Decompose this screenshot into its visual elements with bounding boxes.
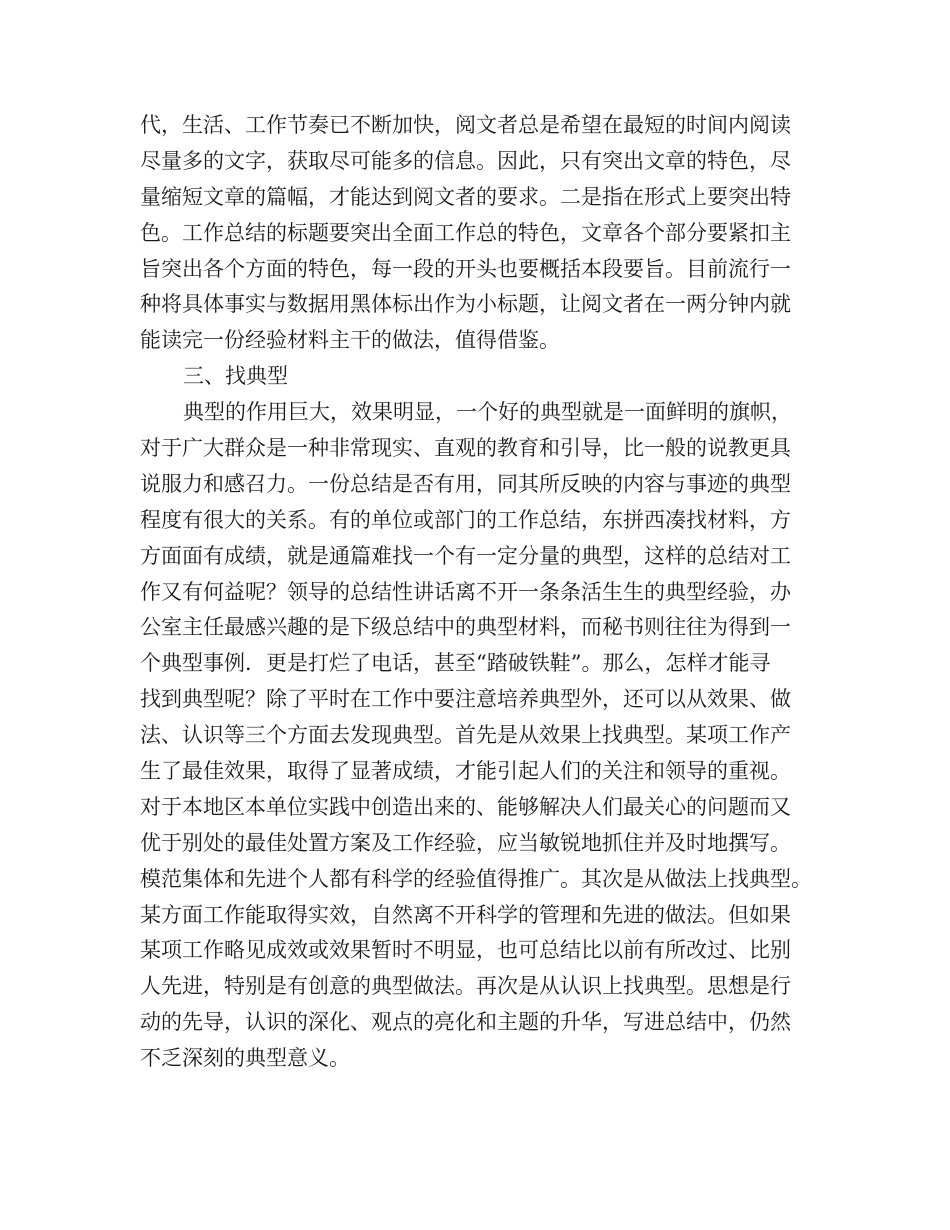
paragraph-first-line: 三、找典型 xyxy=(183,364,288,389)
text-line: 色。工作总结的标题要突出全面工作总的特色，文章各个部分要紧扣主 xyxy=(140,220,791,245)
text-line: 对于广大群众是一种非常现实、直观的教育和引导，比一般的说教更具 xyxy=(140,436,791,461)
text-line: 优于别处的最佳处置方案及工作经验，应当敏锐地抓住并及时地撰写。 xyxy=(140,830,791,855)
text-line: 尽量多的文字，获取尽可能多的信息。因此，只有突出文章的特色，尽 xyxy=(140,148,791,173)
text-line: 动的先导，认识的深化、观点的亮化和主题的升华，写进总结中，仍然 xyxy=(140,1010,791,1035)
text-line: 生了最佳效果，取得了显著成绩，才能引起人们的关注和领导的重视。 xyxy=(140,759,791,784)
text-line: 个典型事例．更是打烂了电话，甚至“踏破铁鞋”。那么，怎样才能寻 xyxy=(140,651,771,676)
text-line: 模范集体和先进个人都有科学的经验值得推广。其次是从做法上找典型。 xyxy=(140,866,812,891)
text-line: 旨突出各个方面的特色，每一段的开头也要概括本段要旨。目前流行一 xyxy=(140,256,791,281)
text-line: 公室主任最感兴趣的是下级总结中的典型材料，而秘书则往往为得到一 xyxy=(140,615,791,640)
text-line: 不乏深刻的典型意义。 xyxy=(140,1046,350,1071)
text-line: 代，生活、工作节奏已不断加快，阅文者总是希望在最短的时间内阅读 xyxy=(140,113,791,137)
text-line: 量缩短文章的篇幅，才能达到阅文者的要求。二是指在形式上要突出特 xyxy=(140,184,791,209)
text-line: 法、认识等三个方面去发现典型。首先是从效果上找典型。某项工作产 xyxy=(140,723,791,748)
text-line: 人先进，特别是有创意的典型做法。再次是从认识上找典型。思想是行 xyxy=(140,974,791,999)
text-line: 找到典型呢？除了平时在工作中要注意培养典型外，还可以从效果、做 xyxy=(140,687,791,712)
text-line: 作又有何益呢？领导的总结性讲话离不开一条条活生生的典型经验，办 xyxy=(140,579,791,604)
text-line: 程度有很大的关系。有的单位或部门的工作总结，东拼西凑找材料，方 xyxy=(140,507,791,532)
text-line: 说服力和感召力。一份总结是否有用，同其所反映的内容与事迹的典型 xyxy=(140,471,791,496)
text-line: 对于本地区本单位实践中创造出来的、能够解决人们最关心的问题而又 xyxy=(140,794,791,819)
text-line: 某项工作略见成效或效果暂时不明显，也可总结比以前有所改过、比别 xyxy=(140,938,791,963)
text-line: 种将具体事实与数据用黑体标出作为小标题，让阅文者在一两分钟内就 xyxy=(140,292,791,317)
body-text xyxy=(140,108,830,1077)
text-line: 能读完一份经验材料主干的做法，值得借鉴。 xyxy=(140,328,560,353)
text-line: 某方面工作能取得实效，自然离不开科学的管理和先进的做法。但如果 xyxy=(140,902,791,927)
text-line: 方面面有成绩，就是通篇难找一个有一定分量的典型，这样的总结对工 xyxy=(140,543,791,568)
paragraph-first-line: 典型的作用巨大，效果明显，一个好的典型就是一面鲜明的旗帜， xyxy=(183,400,792,425)
